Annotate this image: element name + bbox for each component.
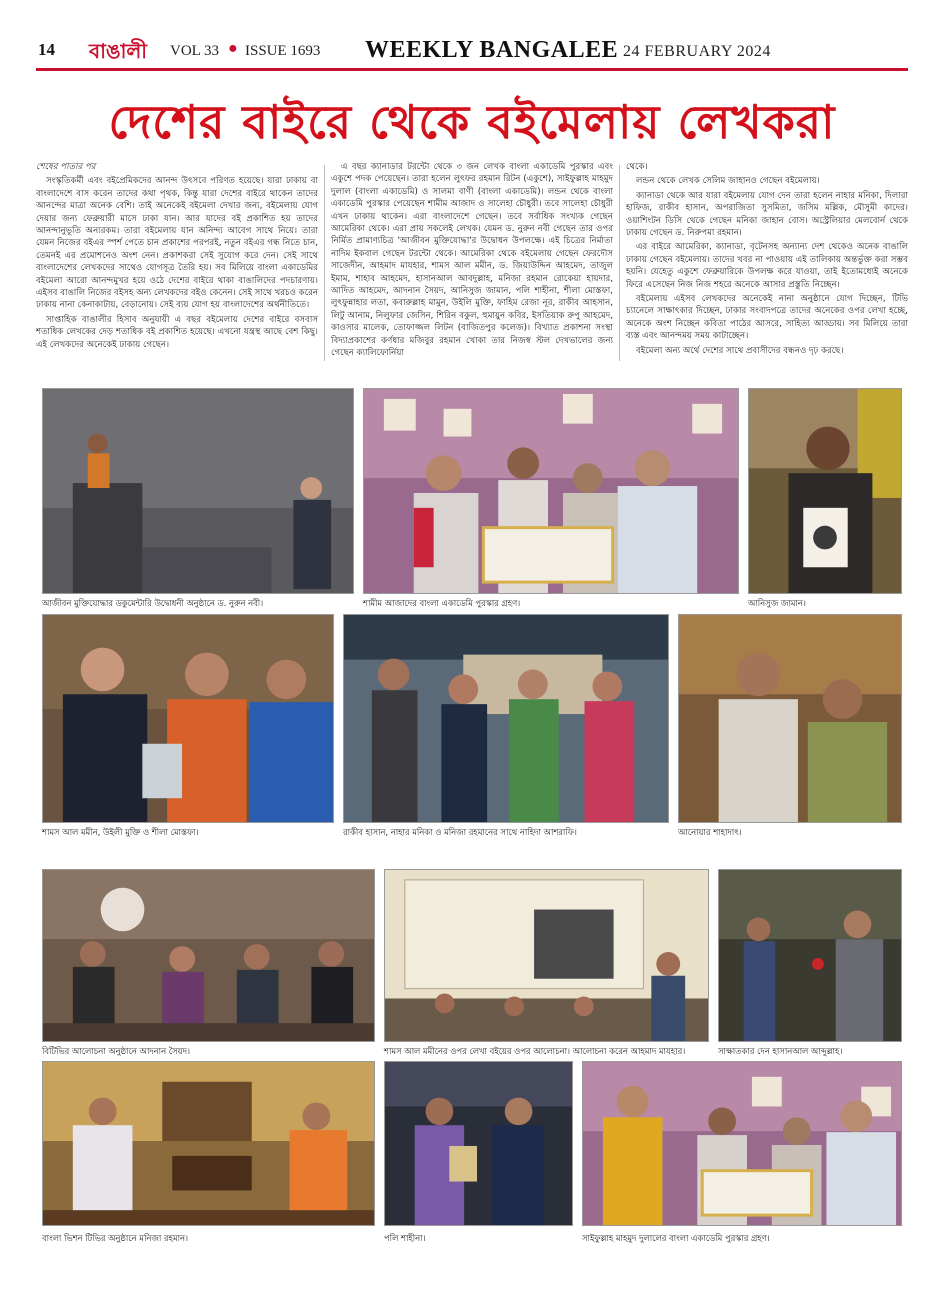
photo-hasanal-abdullah-interview (718, 869, 902, 1042)
photo-caption: বাংলা ভিশন টিভির অনুষ্ঠানে মনিজা রহমান। (42, 1233, 189, 1243)
photo-caption: আজীবন মুক্তিযোদ্ধার ডকুমেন্টারি উদ্বোধনী অনুষ্ঠানে ড. নুরুন নবী। (42, 598, 264, 608)
publication-title: WEEKLY BANGALEE (365, 37, 619, 63)
photo-caption: বিটিভির আলোচনা অনুষ্ঠানে আদনান সৈয়দ। (42, 1046, 191, 1056)
photo-caption: সাইফুল্লাহ মাহমুদ দুলালের বাংলা একাডেমি পুরস্কার গ্রহণ। (582, 1233, 770, 1243)
volume-label: VOL 33 (170, 43, 220, 59)
paragraph: সাপ্তাহিক বাঙালীর হিসাব অনুযায়ী এ বছর বইমেলায় দেশের বাইরে বসবাস শতাধিক লেখকের দেড় শতাধিক বই প্রকাশিত হয়েছে। এখনো যন্ত্রস্থ আছে বেশ কিছু। এই লেখকদের অনেকেই ঢাকায় গেছেন। (36, 314, 318, 350)
header-rule (36, 68, 908, 71)
photo-poly-shahina (384, 1061, 573, 1226)
issue-label: ISSUE 1693 (245, 43, 321, 59)
paragraph: এ বছর ক্যানাডার টরন্টো থেকে ৩ জন লেখক বাংলা একাডেমি পুরস্কার এবং একুশে পদক পেয়েছেন। তারা হলেন লুৎফর রহমান রিটন (একুশে), সাইফুল্লাহ মাহমুদ দুলাল (বাংলা একাডেমি) ও সালমা বাণী (বাংলা একাডেমি)। লন্ডন থেকে বাংলা একাডেমি পুরস্কার পেয়েছেন শামীম আজাদ ও সালেহা চৌধুরী। তবে সালেহা চৌধুরী এখন ঢাকায় থাকেন। এরা বাংলাদেশে গেছেন। তবে সর্বাধিক সংখ্যক গেছেন আমেরিকা থেকে। এরা প্রায় সকলেই লেখক। যেমন ড. নুরুন নবী গেছেন তার ওপর নির্মিত প্রামাণ্যচিত্র 'আজীবন মুক্তিযোদ্ধা'র উদ্বোধন উপলক্ষে। এই চিত্রের নির্মাতা নাদিম ইকবাল গেছেন টরন্টো থেকে। আমেরিকা থেকে বইমেলায় গেছেন ফেরদৌস সাজেদীন, আহমাদ মাযহার, শামস আল মমীন, ড. জিয়াউদ্দিন আহমেদ, তাজুল ইমাম, শাহাব আহমেদ, হাসানআল আবদুল্লাহ, মনিজা রহমান রোকেয়া হায়দার, আদিত আহমেদ, আদনান সৈয়দ, আনিসুজ জামান, পলি শাহীনা, শীলা মোস্তফা, লুৎফুন্নাহার লতা, কবারুল্লাহ মামুন, উইলি মুক্তি, ফাহিম রেজা নূর, রাকীব আহসান, লিটু আনাম, নিলুফার জেসিন, শিরিন বকুল, হুমায়ুন কবির, ইসতিয়াক রুপু আহমেদ, কাওসার মালেক, তোফাজ্জল লিটন (বাজিতপুর কলেজ)। বিখ্যাত প্রকাশনা সংস্থা বিদ্যাপ্রকাশের কর্ণধার মজিবুর রহমান খোকা তার নিজস্ব স্টল দেখভালের জন্য গেছেন ক্যালিফোর্নিয়া (331, 162, 613, 359)
photo-caption: শামস আল মমীন, উইলী মুক্তি ও শীলা মোস্তফা। (42, 827, 199, 837)
bangalee-logo (70, 34, 166, 64)
article-column-3 (626, 161, 908, 359)
article-column-2 (331, 161, 613, 362)
photo-anisuz-zaman (748, 388, 902, 594)
publication-date: 24 FEBRUARY 2024 (623, 43, 771, 60)
article-column-1 (36, 161, 318, 353)
photo-bangla-vision-show (42, 1061, 375, 1226)
photo-anwar-shahadat (678, 614, 902, 823)
continued-from: শেষের পাতার পর (36, 162, 96, 172)
paragraph: থেকে। (626, 162, 648, 172)
photo-caption: রাকীব হাসান, নাহার মনিকা ও মনিজা রহমানের সাথে নাহিদা আশরাফি। (343, 827, 577, 837)
photo-shams-al-momin-group (42, 614, 334, 823)
photo-caption: সাক্ষাতকার দেন হাসানআল আব্দুল্লাহ। (718, 1046, 843, 1056)
column-divider (324, 165, 325, 361)
separator-dot: ● (228, 40, 238, 57)
column-divider (619, 165, 620, 361)
photo-caption: আনোয়ার শাহাদাৎ। (678, 827, 742, 837)
paragraph: এর বাইরে আমেরিকা, ক্যানাডা, বৃটেনসহ অন্যান্য দেশ থেকেও অনেক বাঙালি ঢাকায় গেছেন বইমেলায়। তাদের খবর না পাওয়ায় এই তালিকায় অন্তর্ভুক্ত করা সম্ভব হয়নি। যেহেতু একুশে ফেব্রুয়ারিকে উপলক্ষ করে যাওয়া, তাই ইতোমধ্যেই অনেকে ফিরে এসেছেন নিজ নিজ শহরে অনেকে আসার প্রস্তুতি নিচ্ছেন। (626, 242, 908, 290)
paragraph: বইমেলায় এইসব লেখকদের অনেকেই নানা অনুষ্ঠানে যোগ দিচ্ছেন, টিভি চ্যানেলে সাক্ষাৎকার দিচ্ছেন, ঢাকার সংবাদপত্রে তাদের অনেকের ওপর লেখা হচ্ছে, অনেকে অংশ নিচ্ছেন কবিতা পাঠের আসরে, সাহিত্য আড্ডায়। সব মিলিয়ে তারা ব্যস্ত এবং আনন্দময় সময় কাটাচ্ছেন। (626, 294, 908, 342)
page-number: 14 (38, 40, 55, 59)
article-body (36, 161, 908, 371)
photo-book-discussion (384, 869, 709, 1042)
headline: দেশের বাইরে থেকে বইমেলায় লেখকরা (108, 95, 836, 149)
photo-caption: আনিসুজ জামান। (748, 598, 806, 608)
logo-text: বাঙালী (88, 39, 148, 63)
photo-rakib-hasan-group (343, 614, 669, 823)
photo-saifullah-dulal-award (582, 1061, 902, 1226)
paragraph: ক্যানাডা থেকে আর যারা বইমেলায় যোগ দেন তারা হলেন নাহার মনিকা, দিলারা হাফিজ, রাকীব হাসান, অপরাজিতা সুসমিতা, জসিম মল্লিক, মৌসুমী কাদের। ওয়াশিংটন ডিসি থেকে গেছেন মনিকা জাহান বোস। অস্ট্রেলিয়ার মেলবোর্ন থেকে ঢাকায় গেছেন ড. নিরুপমা রহমান। (626, 190, 908, 239)
photo-caption: শামস আল মমীনের ওপর লেখা বইয়ের ওপর আলোচনা। আলোচনা করেন আহমাদ মাযহার। (384, 1046, 686, 1056)
masthead (0, 0, 945, 72)
photo-documentary-launch (42, 388, 354, 594)
photo-caption: পলি শাহীনা। (384, 1233, 426, 1243)
paragraph: লন্ডন থেকে লেখক সেলিম জাহানও গেছেন বইমেলায়। (636, 176, 820, 187)
paragraph: বইমেলা অন্য অর্থে দেশের সাথে প্রবাসীদের বন্ধনও দৃঢ় করছে। (636, 345, 844, 356)
paragraph: সংস্কৃতিকর্মী এবং বইপ্রেমিকদের আনন্দ উৎসবে পরিণত হয়েছে। যারা ঢাকায় বা বাংলাদেশে বাস করেন তাদের কথা পৃথক, কিন্তু যারা দেশের বাইরে থাকেন তাদের আনন্দের মাত্রা অনেক বেশি। তাই অনেকেই বইমেলা দেখার জন্য, বইমেলায় যোগ দেয়ার জন্য ফেব্রুয়ারী মাসে ঢাকা যান। আর যাদের বই প্রকাশিত হয় তাদের আনন্দানুভূতি অন্যরকম। তারা বইমেলায় যান অনিন্দ্য আবেগ সাথে নিয়ে। তারা যেমন নিজের বইএর স্পর্শ পেতে চান প্রকাশের পরপরই, নতুন বইএর গন্ধ নিতে চান, তেমনই এর প্রমোশনেও অংশ নেন। প্রকাশকরা সেই সুযোগ করে দেন। সেই সাথে বাংলাদেশের লেখকদের সাথেও যোগসূত্র তৈরি হয়। সব মিলিয়ে বাংলা একাডেমির বইমেলা আরো আনন্দমুখর হয়ে ওঠে দেশের বাইরে থাকা বাঙালিদের পদচারণায়। এইসব বাঙালি নিজের বইসহ অন্য লেখকদের বইও কেনেন। সেই সাথে খরচও করেন ঢাকায় নানা কেনাকাটায়, বেড়ানোয়। সেই ব্যয় যোগ হয় বাংলাদেশের অর্থনীতিতে। (36, 176, 318, 311)
photo-btv-discussion (42, 869, 375, 1042)
photo-shamim-azad-award (363, 388, 739, 594)
photo-caption: শামীম আজাদের বাংলা একাডেমি পুরস্কার গ্রহণ। (363, 598, 521, 608)
